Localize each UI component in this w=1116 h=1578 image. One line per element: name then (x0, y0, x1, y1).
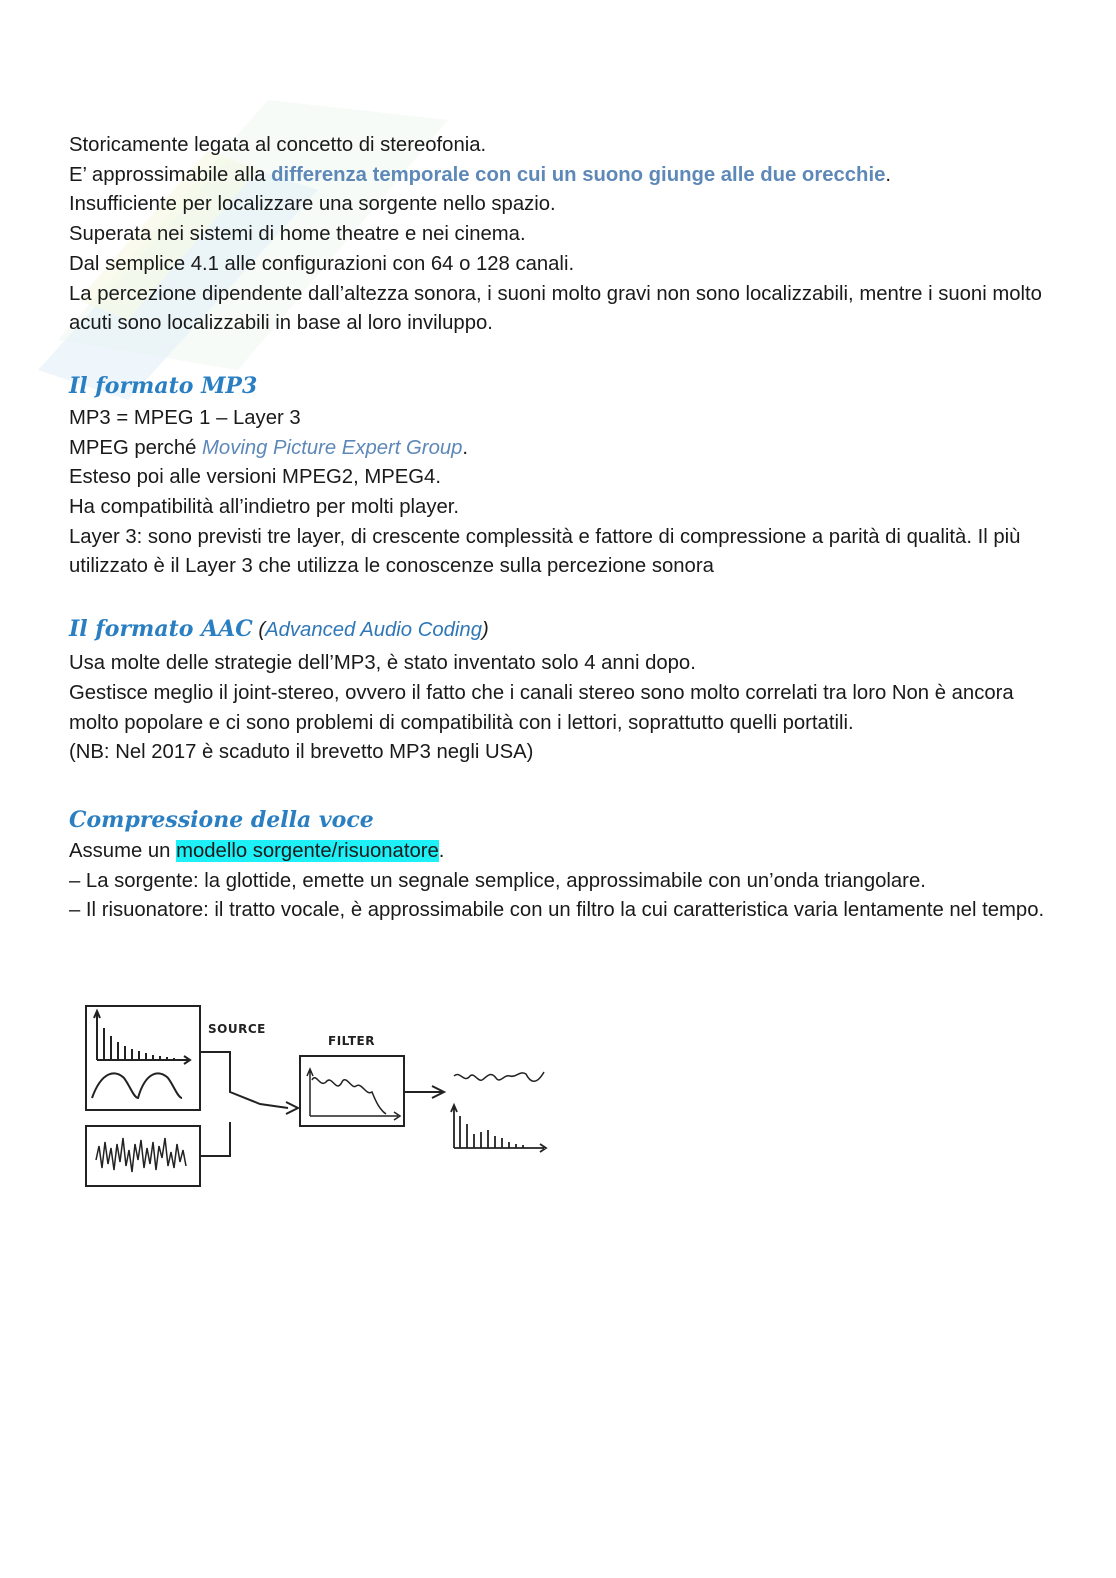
intro-line-2-prefix: E’ approssimabile alla (69, 163, 272, 186)
voce-line-1-prefix: Assume un (69, 839, 177, 862)
aac-subtitle-open: ( (252, 619, 266, 642)
mpeg-expansion: Moving Picture Expert Group (202, 436, 463, 459)
intro-line-3: Insufficiente per localizzare una sorgente nello spazio. (69, 193, 556, 216)
harmonic-spectrum-icon (94, 1011, 190, 1064)
aac-line-2: Gestisce meglio il joint-stereo, ovvero il fatto che i canali stereo sono molto correlati tra loro Non è ancora molto popolare e ci sono problemi di compatibilità con i lettori, soprattutto quelli portatili. (69, 681, 1014, 734)
intro-line-1: Storicamente legata al concetto di stereofonia. (69, 134, 487, 156)
mp3-line-2-suffix: . (462, 436, 469, 459)
aac-title-text: Il formato AAC (69, 616, 253, 643)
filter-response-icon (307, 1069, 400, 1120)
filter-label: FILTER (328, 1034, 375, 1048)
source-connector (200, 1052, 288, 1108)
mp3-line-5: Layer 3: sono previsti tre layer, di crescente complessità e fattore di compressione a parità di qualità. Il più utilizzato è il Layer 3 che utilizza le conoscenze sulla percezione sonora (69, 525, 1021, 578)
output-wave-icon (454, 1072, 544, 1081)
intro-line-2-suffix: . (885, 163, 891, 186)
mp3-line-1: MP3 = MPEG 1 – Layer 3 (69, 406, 301, 429)
aac-line-3: (NB: Nel 2017 è scaduto il brevetto MP3 negli USA) (69, 741, 534, 764)
voce-line-1 (69, 837, 1054, 867)
aac-expansion: Advanced Audio Coding (265, 619, 482, 642)
output-spectrum-icon (451, 1105, 546, 1152)
section-title-mp3: Il formato MP3 (69, 372, 258, 399)
noise-waveform-icon (96, 1138, 186, 1172)
triangle-wave-icon (92, 1073, 182, 1098)
voce-line-2: – La sorgente: la glottide, emette un segnale semplice, approssimabile con un’onda triangolare. (69, 869, 926, 892)
section-title-voce: Compressione della voce (69, 806, 374, 833)
section-title-aac (69, 613, 1054, 646)
arrow-to-output (404, 1086, 444, 1098)
highlighted-model: modello sorgente/risuonatore (176, 839, 439, 862)
mp3-line-3: Esteso poi alle versioni MPEG2, MPEG4. (69, 466, 441, 489)
highlighted-phrase: differenza temporale con cui un suono giunge alle due orecchie (271, 163, 886, 186)
mp3-line-4: Ha compatibilità all’indietro per molti player. (69, 496, 460, 519)
source-filter-diagram (80, 998, 560, 1193)
mp3-line-2 (69, 434, 1054, 464)
voce-line-1-suffix: . (438, 839, 445, 862)
aac-subtitle-close: ) (481, 619, 489, 642)
voce-line-3: – Il risuonatore: il tratto vocale, è approssimabile con un filtro la cui caratteristica varia lentamente nel tempo. (69, 899, 1045, 922)
noise-connector (200, 1122, 230, 1156)
source-label: SOURCE (208, 1022, 266, 1036)
intro-line-6: La percezione dipendente dall’altezza sonora, i suoni molto gravi non sono localizzabili, mentre i suoni molto acuti sono localizzabili in base al loro inviluppo. (69, 282, 1042, 335)
intro-line-4: Superata nei sistemi di home theatre e nei cinema. (69, 223, 526, 246)
aac-line-1: Usa molte delle strategie dell’MP3, è stato inventato solo 4 anni dopo. (69, 652, 696, 675)
intro-line-2 (69, 161, 1054, 191)
document-content (69, 131, 1054, 926)
mp3-line-2-prefix: MPEG perché (69, 436, 203, 459)
intro-line-5: Dal semplice 4.1 alle configurazioni con 64 o 128 canali. (69, 252, 575, 275)
aac-subtitle (253, 619, 489, 641)
